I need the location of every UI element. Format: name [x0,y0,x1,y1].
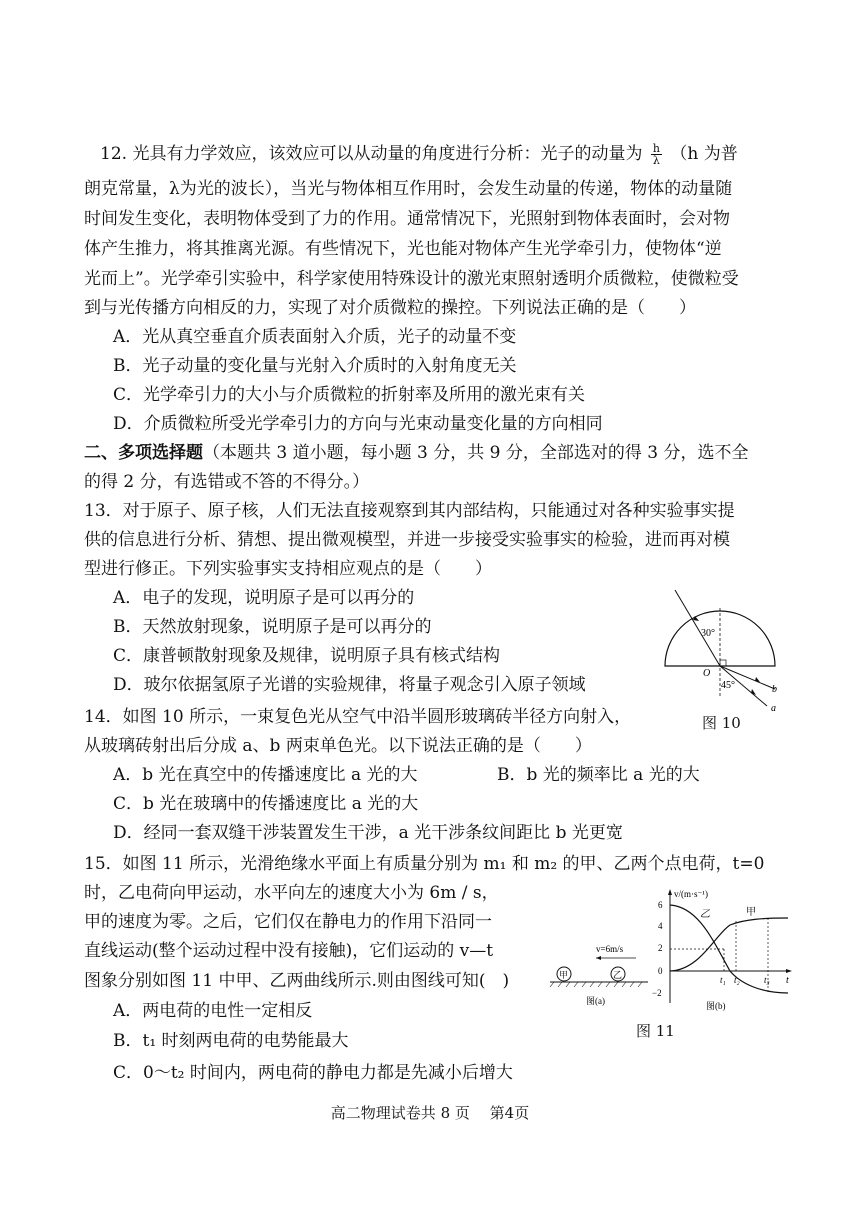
figure-11a-charges [548,930,658,1010]
q13-line-2: 供的信息进行分析、猜想、提出微观模型，并进一步接受实验事实的检验，进而再对模 [84,530,730,550]
q14-option-b: B．b 光的频率比 a 光的大 [497,765,700,785]
t-axis-label: t [786,975,789,986]
q15-line-4: 直线运动(整个运动过程中没有接触)，它们运动的 v—t [84,941,494,961]
figure-11b-label: 图(b) [706,1001,726,1011]
tick-0: 0 [658,966,663,976]
q13-line-1: 13．对于原子、原子核，人们无法直接观察到其内部结构，只能通过对各种实验事实提 [84,501,735,521]
q12-option-d: D．介质微粒所受光学牵引力的方向与光束动量变化量的方向相同 [113,414,603,434]
section2-desc-2: 的得 2 分，有选错或不答的不得分。） [84,472,370,492]
curve-jia [670,918,788,971]
q14-line-2: 从玻璃砖射出后分成 a、b 两束单色光。以下说法正确的是（ ） [84,736,592,756]
tick-minus-2: −2 [652,988,662,998]
q15-line-2: 时，乙电荷向甲运动，水平向左的速度大小为 6m / s， [84,883,499,903]
q12-option-a: A．光从真空垂直介质表面射入介质，光子的动量不变 [113,327,517,347]
angle-45-label: 45° [721,680,735,691]
q13-option-c: C．康普顿散射现象及规律，说明原子具有核式结构 [113,646,501,666]
t3-label: t₃ [764,975,770,985]
q15-line-3: 甲的速度为零。之后，它们仅在静电力的作用下沿同一 [84,912,492,932]
curve-jia-label: 甲 [746,907,756,918]
velocity-label: v=6m/s [596,944,624,954]
q12-line-1: 12. 光具有力学效应，该效应可以从动量的角度进行分析：光子的动量为 $\frac{h}{\lambda}$ （h 为普 [100,142,738,167]
q13-option-a: A．电子的发现，说明原子是可以再分的 [113,588,415,608]
ray-b-label: b [772,684,777,695]
t2-label: t₂ [734,975,740,985]
tick-2: 2 [658,943,663,953]
q12-line-4: 体产生推力，将其推离光源。有些情况下，光也能对物体产生光学牵引力，使物体“逆 [84,239,722,259]
point-o-label: O [703,668,711,679]
v-axis-label: v/(m·s⁻¹) [674,889,708,899]
section2-heading: 二、多项选择题（本题共 3 道小题，每小题 3 分，共 9 分，全部选对的得 3 分，选不全 [84,443,749,463]
curve-yi-label: 乙 [700,909,710,920]
page-footer: 高二物理试卷共 8 页 第4页 [330,1104,530,1122]
charge-yi-symbol: 乙 [613,970,623,980]
q14-line-1: 14．如图 10 所示，一束复色光从空气中沿半圆形玻璃砖半径方向射入， [84,707,632,727]
tick-6: 6 [658,900,663,910]
q13-option-b: B．天然放射现象，说明原子是可以再分的 [113,617,432,637]
angle-30-label: 30° [701,628,715,639]
figure-10-caption: 图 10 [702,714,741,732]
tick-4: 4 [658,921,663,931]
q12-option-b: B．光子动量的变化量与光射入介质时的入射角度无关 [113,356,517,376]
q14-option-d: D．经同一套双缝干涉装置发生干涉，a 光干涉条纹间距比 b 光更宽 [113,823,623,843]
figure-11-caption: 图 11 [636,1022,675,1040]
q15-option-a: A．两电荷的电性一定相反 [113,1001,313,1021]
q12-line-5: 光而上”。光学牵引实验中，科学家使用特殊设计的激光束照射透明介质微粒，使微粒受 [84,269,739,289]
momentum-formula: $\frac{h}{\lambda}$ [652,142,660,167]
q15-line-5: 图象分别如图 11 中甲、乙两曲线所示.则由图线可知( ) [84,971,510,991]
charge-jia-symbol: 甲 [559,970,569,980]
q15-option-b: B．t₁ 时刻两电荷的电势能最大 [113,1031,349,1051]
q15-option-c: C．0～t₂ 时间内，两电荷的静电力都是先减小后增大 [113,1063,513,1083]
q12-line-2: 朗克常量，λ为光的波长），当光与物体相互作用时，会发生动量的传递，物体的动量随 [84,179,733,199]
q13-line-3: 型进行修正。下列实验事实支持相应观点的是（ ） [84,559,492,579]
figure-11b-vt-graph [650,885,800,1015]
figure-10-semicircle [655,588,785,713]
q14-option-c: C．b 光在玻璃中的传播速度比 a 光的大 [113,794,419,814]
q15-line-1: 15．如图 11 所示，光滑绝缘水平面上有质量分别为 m₁ 和 m₂ 的甲、乙两个点电荷，t=0 [84,854,765,874]
t1-label: t₁ [720,975,726,985]
q12-option-c: C．光学牵引力的大小与介质微粒的折射率及所用的激光束有关 [113,385,586,405]
q12-line-3: 时间发生变化，表明物体受到了力的作用。通常情况下，光照射到物体表面时，会对物 [84,209,730,229]
q12-line-6: 到与光传播方向相反的力，实现了对介质微粒的操控。下列说法正确的是（ ） [84,298,696,318]
ray-a-label: a [771,703,776,713]
q13-option-d: D．玻尔依据氢原子光谱的实验规律，将量子观念引入原子领域 [113,675,586,695]
figure-11a-label: 图(a) [586,996,605,1006]
q14-option-a: A．b 光在真空中的传播速度比 a 光的大 [113,765,418,785]
